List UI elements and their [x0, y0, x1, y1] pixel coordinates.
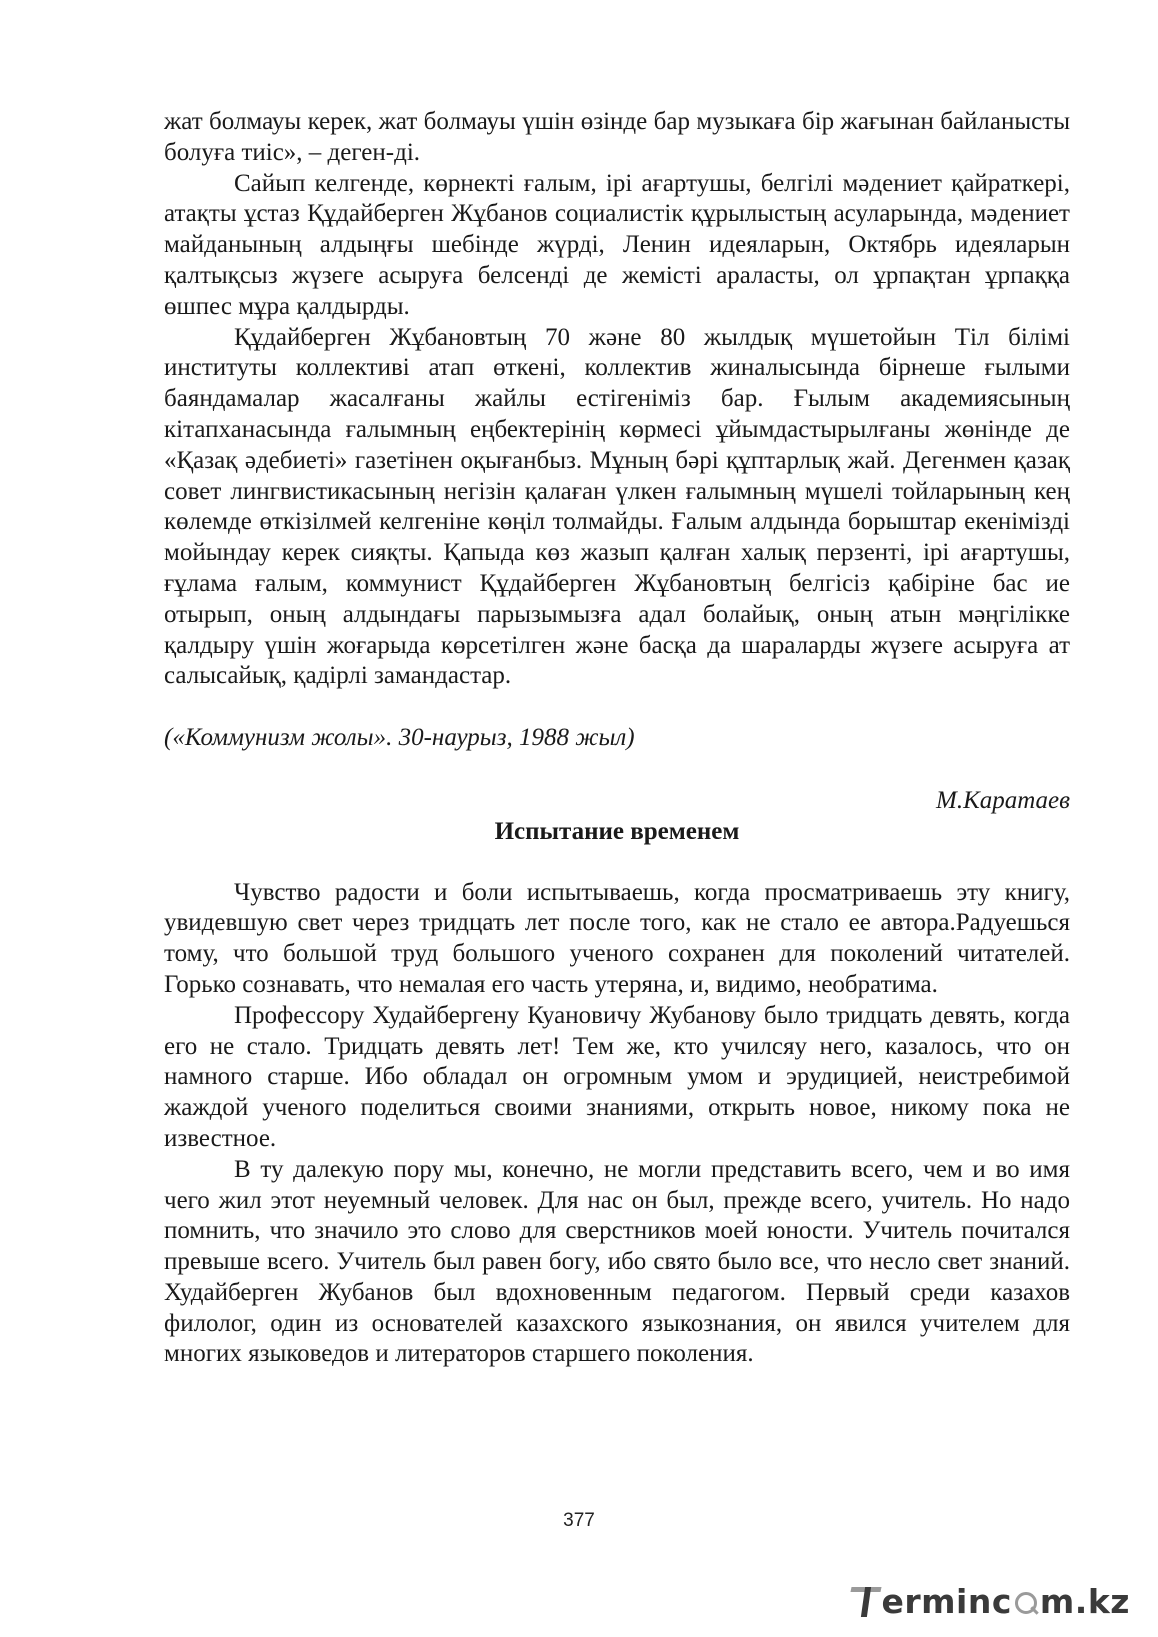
- author-name: М.Каратаев: [936, 786, 1070, 814]
- paragraph-continuation: жат болмауы керек, жат болмауы үшін өзінде бар музыкаға бір жағынан байланысты болуға тиіс», – деген-ді.: [164, 108, 1070, 166]
- source-citation: («Коммунизм жолы». 30-наурыз, 1988 жыл): [164, 724, 635, 752]
- paragraph: Профессору Худайбергену Куановичу Жубанову было тридцать девять, когда его не стало. Тридцать девять лет! Тем же, кто училсяу него, казалось, что он намного старше. Ибо обладал он огромным умом и эрудицией, неистребимой жаждой ученого поделиться своими знаниями, открыть новое, никому пока не известное.: [164, 1001, 1070, 1152]
- watermark-text-2: c: [991, 1582, 1012, 1621]
- search-icon: [1013, 1589, 1039, 1615]
- watermark-text-3: m.kz: [1039, 1582, 1130, 1621]
- paragraph: Құдайберген Жұбановтың 70 және 80 жылдық мүшетойын Тіл білімі институты коллективі атап өткені, коллектив жиналысында бірнеше ғылыми баяндамалар жасалғаны жайлы естігеніміз бар. Ғылым академиясының кітапханасында ғалымның еңбектерінің көрмесі ұйымдастырылғаны жөнінде де «Қазақ әдебиеті» газетінен оқығанбыз. Мұның бәрі құптарлық жай. Дегенмен қазақ совет лингвистикасының негізін қалаған үлкен ғалымның мүшелі тойларының кең көлемде өткізілмей келгеніне көңіл толмайды. Ғалым алдында борыштар екенімізді мойындау керек сияқты. Қапыда көз жазып қалған халық перзенті, ірі ағартушы, ғұлама ғалым, коммунист Құдайберген Жұбановтың белгісіз қабіріне бас ие отырып, оның алдындағы парызымызға адал болайық, оның атын мәңгілікке қалдыру үшін жоғарыда көрсетілген және басқа да шараларды жүзеге асыруға ат салысайық, қадірлі замандастар.: [164, 323, 1070, 690]
- site-watermark-logo: [851, 1582, 1131, 1621]
- document-page: [164, 107, 1070, 1370]
- watermark-text-1: ermin: [881, 1582, 992, 1621]
- page-number: 377: [563, 1510, 595, 1531]
- paragraph: Сайып келгенде, көрнекті ғалым, ірі ағартушы, белгілі мәдениет қайраткері, атақты ұстаз Құдайберген Жұбанов социалистік құрылыстың асуларында, мәдениет майданының алдыңғы шебінде жүрді, Ленин идеяларын, Октябрь идеяларын қалтықсыз жүзеге асыруға белсенді де жемісті араласты, ол ұрпақтан ұрпаққа өшпес мұра қалдырды.: [164, 169, 1070, 320]
- paragraph: В ту далекую пору мы, конечно, не могли представить всего, чем и во имя чего жил этот неуемный человек. Для нас он был, прежде всего, учитель. Но надо помнить, что значило это слово для сверстников моей юности. Учитель почитался превыше всего. Учитель был равен богу, ибо свято было все, что несло свет знаний. Худайберген Жубанов был вдохновенным педагогом. Первый среди казахов филолог, один из основателей казахского языкознания, он явился учителем для многих языковедов и литераторов старшего поколения.: [164, 1155, 1070, 1368]
- paragraph: Чувство радости и боли испытываешь, когда просматриваешь эту книгу, увидевшую свет через тридцать лет после того, как не стало ее автора.Радуешься тому, что большой труд большого ученого сохранен для поколений читателей. Горько сознавать, что немалая его часть утеряна, и, видимо, необратима.: [164, 878, 1070, 998]
- article-heading: Испытание временем: [494, 817, 740, 845]
- t-letter-logo-icon: [851, 1585, 881, 1619]
